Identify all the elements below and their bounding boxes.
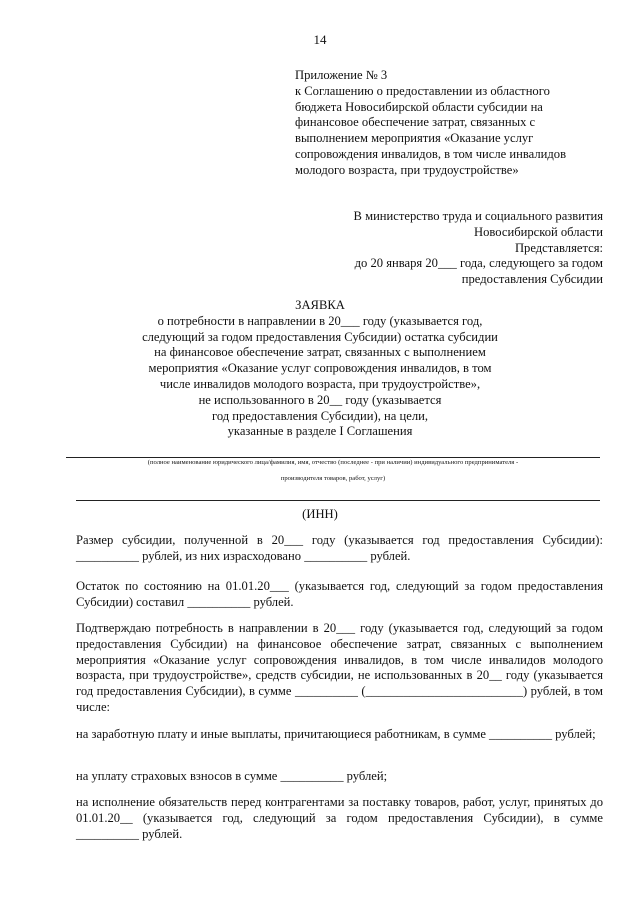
paragraph-subsidy-received: Размер субсидии, полученной в 20___ году (указывается год предоставления Субсидии): __________ рублей, из них израсходовано __________ рублей. bbox=[76, 533, 603, 563]
addressee-line: предоставления Субсидии bbox=[461, 272, 603, 287]
appendix-line: Приложение № 3 bbox=[295, 68, 388, 82]
addressee-line: Новосибирской области bbox=[474, 224, 603, 239]
inn-label: (ИНН) bbox=[302, 507, 338, 521]
paragraph-remaining-balance: Остаток по состоянию на 01.01.20___ (указывается год, следующий за годом предоставления Субсидии) составил __________ рублей. bbox=[76, 579, 603, 609]
paragraph-salary: на заработную плату и иные выплаты, причитающиеся работникам, в сумме __________ рублей; bbox=[76, 727, 596, 741]
appendix-line: к Соглашению о предоставлении из областного bbox=[295, 83, 550, 98]
subtitle-line: числе инвалидов молодого возраста, при трудоустройстве», bbox=[159, 376, 481, 391]
subtitle-line: указанные в разделе I Соглашения bbox=[227, 424, 413, 439]
appendix-line: молодого возраста, при трудоустройстве» bbox=[295, 162, 519, 177]
addressee-line: Представляется: bbox=[514, 240, 603, 255]
subtitle-line: на финансовое обеспечение затрат, связанных с выполнением bbox=[154, 345, 486, 360]
inn-line bbox=[76, 500, 600, 501]
addressee-block bbox=[273, 209, 603, 288]
appendix-line: финансовое обеспечение затрат, связанных с bbox=[295, 115, 536, 130]
page-number: 14 bbox=[313, 32, 327, 47]
addressee-line: до 20 января 20___ года, следующего за годом bbox=[354, 256, 603, 271]
appendix-line: выполнением мероприятия «Оказание услуг bbox=[295, 131, 534, 146]
subtitle-line: не использованного в 20__ году (указывается bbox=[198, 392, 442, 407]
subtitle-line: о потребности в направлении в 20___ году (указывается год, bbox=[157, 313, 483, 328]
application-title: ЗАЯВКА bbox=[295, 298, 345, 312]
addressee-line: В министерство труда и социального развития bbox=[353, 209, 603, 223]
paragraph-insurance: на уплату страховых взносов в сумме __________ рублей; bbox=[76, 769, 388, 783]
subtitle-line: год предоставления Субсидии), на цели, bbox=[211, 408, 429, 423]
recipient-note-line2: производителя товаров, работ, услуг) bbox=[280, 475, 386, 482]
paragraph-contractors: на исполнение обязательств перед контрагентами за поставку товаров, работ, услуг, принятых до 01.01.20__ (указывается год, следующий за годом предоставления Субсидии), в сумме __________ рублей. bbox=[76, 795, 603, 841]
subtitle-line: мероприятия «Оказание услуг сопровождения инвалидов, в том bbox=[148, 361, 492, 376]
appendix-line: сопровождения инвалидов, в том числе инвалидов bbox=[295, 146, 567, 161]
appendix-line: бюджета Новосибирской области субсидии на bbox=[295, 99, 543, 114]
recipient-name-line bbox=[66, 457, 600, 458]
application-title-block bbox=[100, 298, 540, 440]
recipient-note-line1: (полное наименование юридического лица/фамилия, имя, отчество (последнее - при наличии) индивидуального предпринимателя - bbox=[147, 459, 519, 466]
appendix-header bbox=[295, 68, 605, 179]
subtitle-line: следующий за годом предоставления Субсидии) остатка субсидии bbox=[142, 329, 498, 344]
paragraph-need-confirmation: Подтверждаю потребность в направлении в 20___ году (указывается год, следующий за годом предоставления Субсидии) на финансовое обеспечение затрат, связанных с выполнением мероприятия «Оказание услуг сопровождения инвалидов, в том числе инвалидов молодого возраста, при трудоустройстве», средств субсидии, не использованных в 20__ году (указывается год предоставления Субсидии), в сумме __________ (_________________________) рублей, в том числе: bbox=[76, 621, 603, 714]
